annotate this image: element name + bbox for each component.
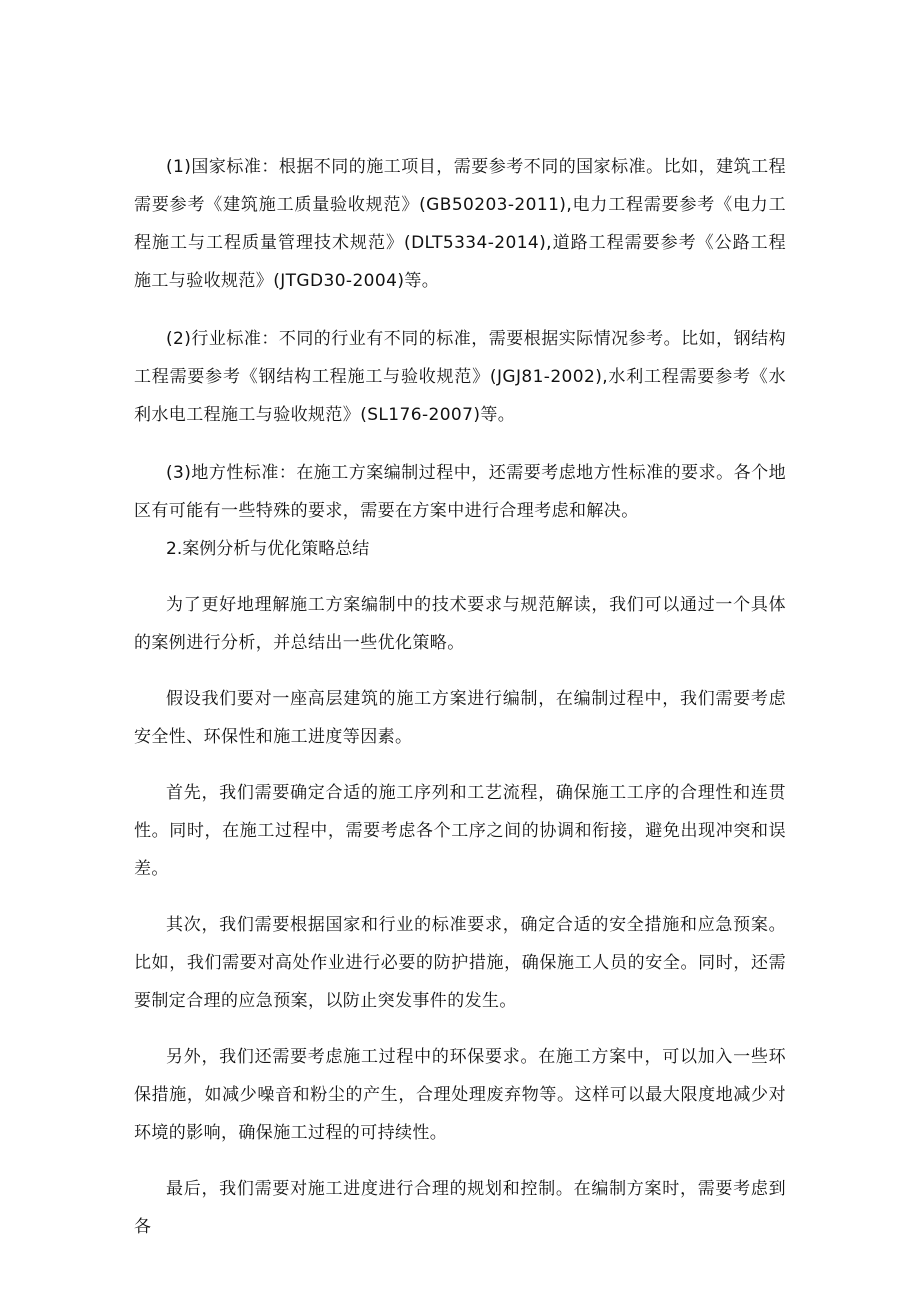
paragraph-national-standard: (1)国家标准：根据不同的施工项目，需要参考不同的国家标准。比如，建筑工程需要参考《建筑施工质量验收规范》(GB50203-2011),电力工程需要参考《电力工程施工与工程质量管理技术规范》(DLT5334-2014),道路工程需要参考《公路工程施工与验收规范》(JTGD30-2004)等。 <box>134 157 786 291</box>
paragraph-local-standard: (3)地方性标准：在施工方案编制过程中，还需要考虑地方性标准的要求。各个地区有可能有一些特殊的要求，需要在方案中进行合理考虑和解决。 <box>134 463 786 521</box>
paragraph-finally: 最后，我们需要对施工进度进行合理的规划和控制。在编制方案时，需要考虑到各 <box>134 1179 786 1237</box>
document-body <box>134 148 786 1246</box>
section-heading: 2.案例分析与优化策略总结 <box>166 539 370 559</box>
paragraph-second: 其次，我们需要根据国家和行业的标准要求，确定合适的安全措施和应急预案。比如，我们需要对高处作业进行必要的防护措施，确保施工人员的安全。同时，还需要制定合理的应急预案，以防止突发事件的发生。 <box>134 915 786 1011</box>
paragraph-assumption: 假设我们要对一座高层建筑的施工方案进行编制，在编制过程中，我们需要考虑安全性、环保性和施工进度等因素。 <box>134 689 786 747</box>
paragraph-industry-standard: (2)行业标准：不同的行业有不同的标准，需要根据实际情况参考。比如，钢结构工程需要参考《钢结构工程施工与验收规范》(JGJ81-2002),水利工程需要参考《水利水电工程施工与验收规范》(SL176-2007)等。 <box>134 329 786 425</box>
paragraph-first: 首先，我们需要确定合适的施工序列和工艺流程，确保施工工序的合理性和连贯性。同时，在施工过程中，需要考虑各个工序之间的协调和衔接，避免出现冲突和误差。 <box>134 783 786 879</box>
paragraph-additionally: 另外，我们还需要考虑施工过程中的环保要求。在施工方案中，可以加入一些环保措施，如减少噪音和粉尘的产生，合理处理废弃物等。这样可以最大限度地减少对环境的影响，确保施工过程的可持续性。 <box>134 1047 786 1143</box>
paragraph-intro: 为了更好地理解施工方案编制中的技术要求与规范解读，我们可以通过一个具体的案例进行分析，并总结出一些优化策略。 <box>134 595 786 653</box>
